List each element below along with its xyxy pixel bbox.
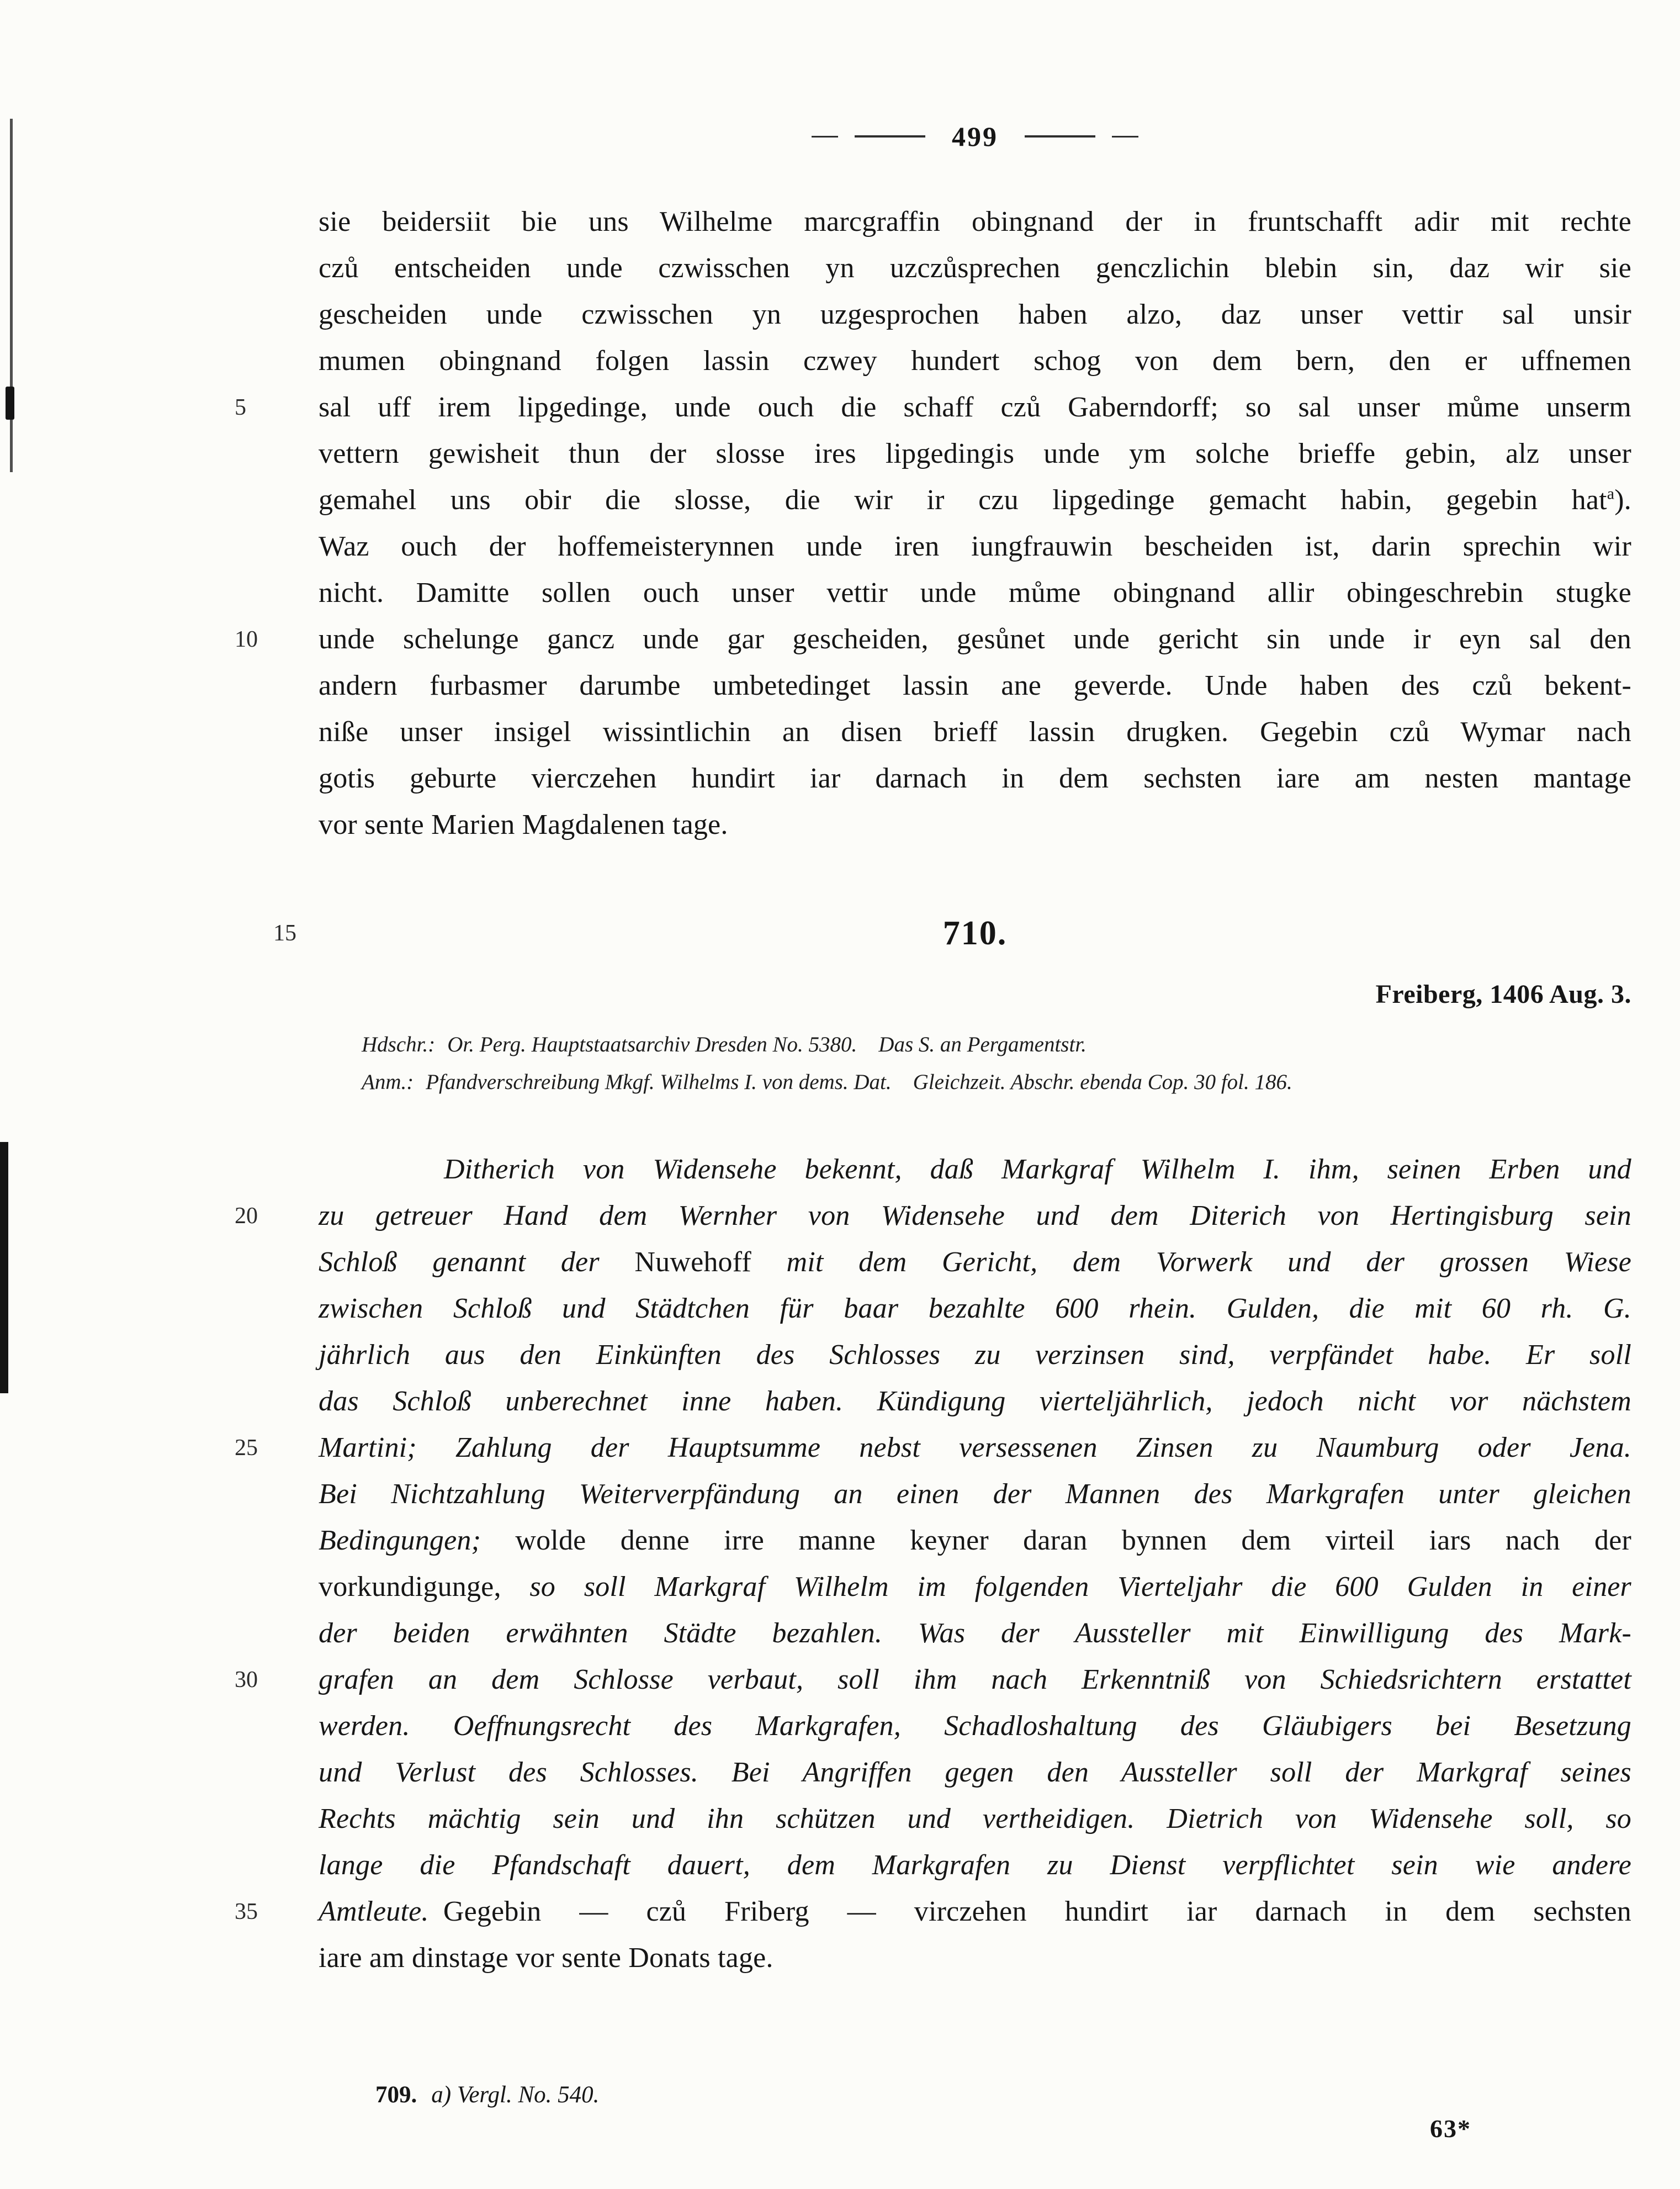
line-text: Bei Nichtzahlung Weiterverpfändung an einen der Mannen des Markgrafen unter gleichen — [319, 1478, 1631, 1510]
text-line — [235, 1889, 1631, 1935]
page-header — [319, 120, 1631, 152]
scan-artifact — [6, 387, 14, 420]
text-line — [319, 1935, 1631, 1981]
page-number: 499 — [952, 121, 998, 152]
text-line — [319, 1286, 1631, 1332]
line-text: Waz ouch der hoffemeisterynnen unde iren iungfrauwin bescheiden ist, darin sprechin wir — [319, 531, 1631, 562]
footnote-entry-ref: 709. — [375, 2082, 417, 2108]
line-text: Ditherich von Widensehe bekennt, daß Markgraf Wilhelm I. ihm, seinen Erben und — [444, 1154, 1631, 1185]
entry-710-headrow — [273, 910, 1631, 956]
header-rule-right — [1025, 135, 1095, 138]
footnote-marker-a: a — [1607, 484, 1615, 503]
line-text: czů entscheiden unde czwisschen yn uzczůsprechen genczlichin blebin sin, daz wir sie — [319, 252, 1631, 284]
line-text: nicht. Damitte sollen ouch unser vettir unde můme obingnand allir obingeschrebin stugke — [319, 577, 1631, 609]
line-text: zwischen Schloß und Städtchen für baar bezahlte 600 rhein. Gulden, die mit 60 rh. G. — [319, 1293, 1631, 1324]
text-line — [319, 1471, 1631, 1518]
line-text: unde schelunge gancz unde gar gescheiden, gesůnet unde gericht sin unde ir eyn sal den — [319, 623, 1631, 655]
text-line — [235, 1425, 1631, 1471]
text-line — [319, 709, 1631, 755]
line-text: zu getreuer Hand dem Wernher von Widensehe und dem Diterich von Hertingisburg sein — [319, 1200, 1631, 1231]
line-text: das Schloß unberechnet inne haben. Kündigung vierteljährlich, jedoch nicht vor nächstem — [319, 1386, 1631, 1417]
text-line — [319, 292, 1631, 338]
line-text: gescheiden unde czwisschen yn uzgesprochen haben alzo, daz unser vettir sal unsir — [319, 299, 1631, 330]
anm-line — [362, 1064, 1631, 1101]
text-line — [319, 431, 1631, 477]
text-line — [319, 1610, 1631, 1657]
text-line — [319, 663, 1631, 709]
line-text: sal uff irem lipgedinge, unde ouch die schaff czů Gaberndorff; so sal unser můme unserm — [319, 392, 1631, 423]
quoted-source-text: iare am dinstage vor sente Donats tage. — [319, 1942, 773, 1974]
line-text: so soll Markgraf Wilhelm im folgenden Vierteljahr die 600 Gulden in einer — [501, 1571, 1631, 1603]
text-line — [319, 1239, 1631, 1286]
dateline-text: Freiberg, 1406 Aug. 3. — [1375, 980, 1631, 1009]
margin-line-number: 25 — [235, 1435, 258, 1461]
line-text: werden. Oeffnungsrecht des Markgrafen, Schadloshaltung des Gläubigers bei Besetzung — [319, 1710, 1631, 1742]
line-text: Rechts mächtig sein und ihn schützen und vertheidigen. Dietrich von Widensehe soll, so — [319, 1803, 1631, 1834]
entry-710-dateline — [319, 975, 1631, 1014]
quoted-source-text: Gegebin — czů Friberg — virczehen hundirt iar darnach in dem sechsten — [443, 1896, 1631, 1927]
line-text: mumen obingnand folgen lassin czwey hundert schog von dem bern, den er uffnemen — [319, 345, 1631, 377]
text-line — [319, 1796, 1631, 1842]
text-line — [319, 524, 1631, 570]
line-text: lange die Pfandschaft dauert, dem Markgrafen zu Dienst verpflichtet sein wie andere — [319, 1849, 1631, 1881]
line-text: vettern gewisheit thun der slosse ires lipgedingis unde ym solche brieffe gebin, alz unser — [319, 438, 1631, 469]
hdschr-line — [362, 1026, 1631, 1064]
margin-line-number: 35 — [235, 1899, 258, 1924]
text-line — [319, 755, 1631, 802]
text-line — [319, 338, 1631, 384]
header-rule-left — [855, 135, 925, 138]
line-text: andern furbasmer darumbe umbetedinget lassin ane geverde. Unde haben des czů bekent- — [319, 670, 1631, 701]
text-line — [319, 1146, 1631, 1193]
line-text: der beiden erwähnten Städte bezahlen. Was der Aussteller mit Einwilligung des Mark- — [319, 1617, 1631, 1649]
text-line — [319, 1749, 1631, 1796]
entry-710-regest — [235, 1146, 1631, 1981]
line-text: und Verlust des Schlosses. Bei Angriffen gegen den Aussteller soll der Markgraf seines — [319, 1757, 1631, 1788]
text-line — [319, 477, 1631, 524]
text-line — [235, 1657, 1631, 1703]
margin-line-number: 15 — [273, 921, 296, 946]
line-text: mit dem Gericht, dem Vorwerk und der grossen Wiese — [751, 1246, 1631, 1278]
text-line — [319, 802, 1631, 848]
line-text: Martini; Zahlung der Hauptsumme nebst versessenen Zinsen zu Naumburg oder Jena. — [319, 1432, 1631, 1463]
header-rule-right-short — [1112, 136, 1138, 138]
text-line — [319, 1703, 1631, 1749]
line-text: jährlich aus den Einkünften des Schlosses zu verzinsen sind, verpfändet habe. Er soll — [319, 1339, 1631, 1371]
line-text: sie beidersiit bie uns Wilhelme marcgraffin obingnand der in fruntschafft adir mit rechte — [319, 206, 1631, 237]
line-text: ). — [1614, 484, 1631, 516]
header-rule-left-short — [812, 136, 838, 138]
margin-line-number: 10 — [235, 627, 258, 652]
line-text: vor sente Marien Magdalenen tage. — [319, 809, 728, 840]
line-text: gotis geburte vierczehen hundirt iar darnach in dem sechsten iare am nesten mantage — [319, 763, 1631, 794]
line-text: grafen an dem Schlosse verbaut, soll ihm nach Erkenntniß von Schiedsrichtern erstattet — [319, 1664, 1631, 1695]
text-line — [319, 245, 1631, 292]
text-line — [319, 1378, 1631, 1425]
anm-label: Anm.: — [362, 1070, 414, 1094]
hdschr-label: Hdschr.: — [362, 1033, 436, 1056]
text-line — [319, 1518, 1631, 1564]
line-text: niße unser insigel wissintlichin an disen brieff lassin drugken. Gegebin czů Wymar nach — [319, 716, 1631, 748]
place-name-nuwehoff: Nuwehoff — [634, 1246, 751, 1278]
footnote-709a — [375, 2080, 599, 2111]
scan-artifact — [0, 1142, 8, 1393]
text-line — [235, 384, 1631, 431]
quoted-source-text: vorkundigunge, — [319, 1571, 501, 1603]
quoted-source-text: wolde denne irre manne keyner daran bynnen dem virteil iars nach der — [515, 1525, 1631, 1556]
entry-709-continuation — [235, 199, 1631, 848]
margin-line-number: 5 — [235, 395, 246, 420]
text-line — [319, 199, 1631, 245]
line-text: Schloß genannt der — [319, 1246, 635, 1278]
margin-line-number: 20 — [235, 1203, 258, 1229]
text-line — [235, 616, 1631, 663]
margin-line-number: 30 — [235, 1667, 258, 1693]
text-line — [235, 1193, 1631, 1239]
line-text: Amtleute. — [319, 1896, 443, 1927]
text-line — [319, 1564, 1631, 1610]
line-text: Bedingungen; — [319, 1525, 516, 1556]
line-text: gemahel uns obir die slosse, die wir ir czu lipgedinge gemacht habin, gegebin hat — [319, 484, 1607, 516]
footnote-text: a) Vergl. No. 540. — [431, 2082, 600, 2108]
sheet-signature: 63* — [1430, 2114, 1471, 2143]
anm-text: Pfandverschreibung Mkgf. Wilhelms I. von dems. Dat. Gleichzeit. Abschr. ebenda Cop. 30 fol. 186. — [426, 1070, 1292, 1094]
text-line — [319, 1842, 1631, 1889]
text-line — [319, 570, 1631, 616]
entry-number: 710. — [942, 914, 1008, 952]
text-line — [319, 1332, 1631, 1378]
hdschr-text: Or. Perg. Hauptstaatsarchiv Dresden No. 5380. Das S. an Pergamentstr. — [447, 1033, 1087, 1056]
entry-710-source-note — [362, 1026, 1631, 1101]
